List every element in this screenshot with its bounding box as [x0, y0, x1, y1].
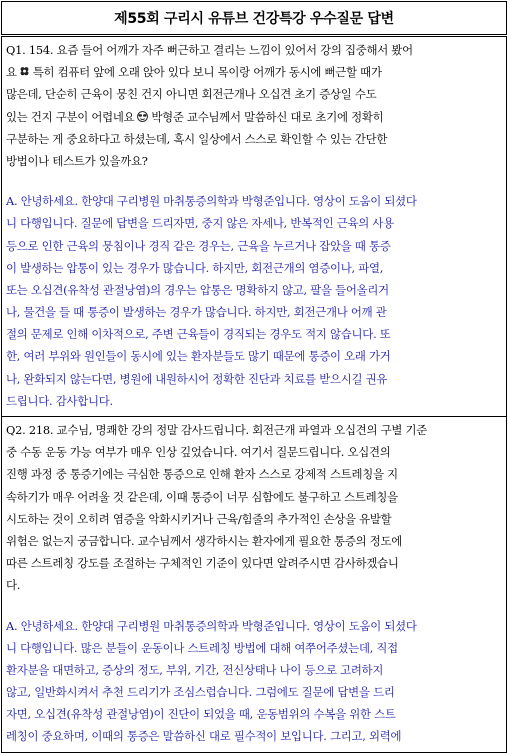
answer-1-line: 니 다행입니다. 질문에 답변을 드리자면, 중지 않은 자세나, 반복적인 근육의 사용: [6, 216, 394, 231]
answer-1-line: 또는 오십견(유착성 관절낭염)의 경우는 압통은 명확하지 않고, 팔을 들어올리거: [6, 282, 389, 297]
sunglasses-emoji-icon: [137, 111, 148, 122]
document-page: [1, 0, 509, 744]
answer-1-line: 등으로 인한 근육의 뭉침이나 경직 같은 경우는, 근육을 누르거나 잡았을 때 통증: [6, 238, 391, 253]
qa-table: [1, 36, 507, 753]
question-1-text: 박형준 교수님께서 말씀하신 대로 초기에 정확히: [151, 109, 384, 124]
question-1-line: 많은데, 단순히 근육이 뭉친 건지 아니면 회전근개나 오십견 초기 증상일 수도: [6, 87, 377, 102]
answer-2: [2, 615, 506, 752]
answer-1-line: A. 안녕하세요. 한양대 구리병원 마취통증의학과 박형준입니다. 영상이 도움이 되셨다: [6, 194, 417, 209]
answer-2-line: 않고, 일반화시켜서 추천 드리기가 조심스럽습니다. 그럼에도 질문에 답변을 드리: [6, 685, 395, 700]
question-2-line: 속하기가 매우 어려울 것 같은데, 이때 통증이 너무 심함에도 불구하고 스트레칭을: [6, 489, 398, 504]
clover-emoji-icon: [19, 66, 30, 77]
answer-2-line: 니 다행입니다. 많은 분들이 운동이나 스트레칭 방법에 대해 여쭈어주셨는데, 직접: [6, 640, 398, 655]
question-1-text: 특히 컴퓨터 앞에 오래 앉아 있다 보니 목이랑 어깨가 동시에 뻐근할 때가: [32, 65, 382, 80]
question-2-line: Q2. 218. 교수님, 명쾌한 강의 정말 감사드립니다. 회전근개 파열과 오십견의 구별 기준: [6, 423, 427, 437]
question-2-line: 위험은 없는지 궁금합니다. 교수님께서 생각하시는 환자에게 필요한 통증의 정도에: [6, 533, 402, 548]
question-1-line: [6, 61, 502, 83]
answer-1: [2, 190, 506, 416]
question-1-line: 방법이나 테스트가 있을까요?: [6, 153, 148, 168]
question-2-line: 따른 스트레칭 강도를 조절하는 구체적인 기준이 있다면 알려주시면 감사하겠습니: [6, 556, 399, 571]
title-box: [1, 1, 507, 35]
question-2-line: 진행 과정 중 통증기에는 극심한 통증으로 인해 환자 스스로 강제적 스트레칭을 지: [6, 467, 398, 482]
answer-2-line: A. 안녕하세요. 한양대 구리병원 마취통증의학과 박형준입니다. 영상이 도움이 되셨다: [6, 618, 417, 633]
question-1-line: 구분하는 게 중요하다고 하셨는데, 혹시 일상에서 스스로 확인할 수 있는 간단한: [6, 131, 388, 146]
answer-2-line: 환자분을 대면하고, 증상의 정도, 부위, 기간, 전신상태나 나이 등으로 고려하지: [6, 662, 384, 677]
answer-1-line: 한, 여러 부위와 원인들이 동시에 있는 환자분들도 많기 때문에 통증이 오래 가거: [6, 349, 391, 364]
answer-1-line: 나, 완화되지 않는다면, 병원에 내원하시어 정확한 진단과 치료를 받으시길 권유: [6, 371, 388, 386]
answer-2-line: 자면, 오십견(유착성 관절낭염)이 진단이 되었을 때, 운동범위의 수복을 위한 스트: [6, 707, 396, 722]
answer-1-line: 드립니다. 감사합니다.: [6, 393, 113, 408]
question-2: [2, 416, 506, 615]
answer-1-line: 나, 물건을 들 때 통증이 발생하는 경우가 많습니다. 하지만, 회전근개나 어깨 관: [6, 305, 387, 320]
question-2-line: 다.: [6, 578, 21, 593]
question-1-line: Q1. 154. 요즘 들어 어깨가 자주 뻐근하고 결리는 느낌이 있어서 강의 집중해서 봤어: [6, 43, 413, 57]
answer-2-line: 레칭이 중요하며, 이때의 통증은 말씀하신 대로 필수적이 보입니다. 그리고, 외력에: [6, 729, 402, 744]
answer-1-line: 절의 문제로 인해 이차적으로, 주변 근육들이 경직되는 경우도 적지 않습니다. 또: [6, 327, 391, 342]
page-title: 제55회 구리시 유튜브 건강특강 우수질문 답변: [114, 11, 394, 27]
answer-1-line: 이 발생하는 압통이 있는 경우가 많습니다. 하지만, 회전근개의 염증이나, 파열,: [6, 260, 384, 275]
question-1: [2, 36, 506, 190]
question-1-line: [6, 106, 502, 128]
question-2-line: 시도하는 것이 오히려 염증을 악화시키거나 근육/힘줄의 추가적인 손상을 유발할: [6, 511, 392, 526]
question-1-text: 있는 건지 구분이 어렵네요: [6, 109, 135, 124]
question-1-text: 요: [6, 65, 17, 80]
question-2-line: 중 수동 운동 가능 여부가 매우 인상 깊었습니다. 여기서 질문드립니다. 오십견의: [6, 445, 391, 460]
